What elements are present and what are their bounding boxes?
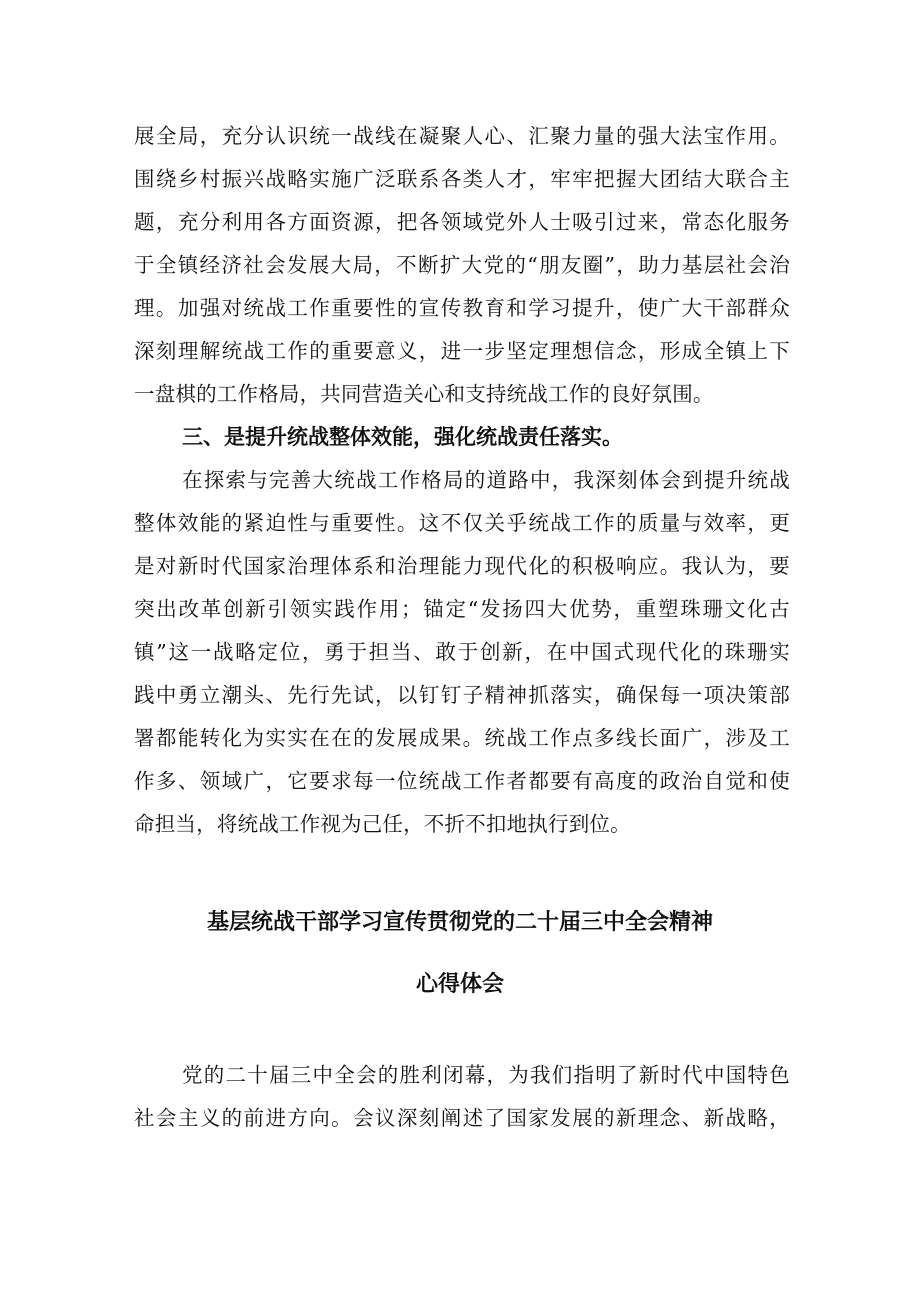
paragraph-line: 党的二十届三中全会的胜利闭幕，为我们指明了新时代中国特色 <box>182 1063 790 1087</box>
paragraph-line: 于全镇经济社会发展大局，不断扩大党的“朋友圈”，助力基层社会治 <box>134 253 790 277</box>
paragraph-line: 深刻理解统战工作的重要意义，进一步坚定理想信念，形成全镇上下 <box>134 339 790 363</box>
paragraph-line: 理。加强对统战工作重要性的宣传教育和学习提升，使广大干部群众 <box>134 296 790 320</box>
paragraph-line: 作多、领域广，它要求每一位统战工作者都要有高度的政治自觉和使 <box>134 769 790 793</box>
paragraph-line: 社会主义的前进方向。会议深刻阐述了国家发展的新理念、新战略， <box>134 1106 790 1130</box>
paragraph-line: 展全局，充分认识统一战线在凝聚人心、汇聚力量的强大法宝作用。 <box>134 124 790 148</box>
paragraph-line: 践中勇立潮头、先行先试，以钉钉子精神抓落实，确保每一项决策部 <box>134 683 790 707</box>
paragraph-line: 命担当，将统战工作视为己任，不折不扣地执行到位。 <box>134 812 631 836</box>
paragraph-line: 突出改革创新引领实践作用；锚定“发扬四大优势，重塑珠珊文化古 <box>134 597 790 621</box>
paragraph-line: 是对新时代国家治理体系和治理能力现代化的积极响应。我认为，要 <box>134 554 790 578</box>
paragraph-line: 在探索与完善大统战工作格局的道路中，我深刻体会到提升统战 <box>182 468 790 492</box>
paragraph-line: 整体效能的紧迫性与重要性。这不仅关乎统战工作的质量与效率，更 <box>134 511 790 535</box>
article-subtitle: 心得体会 <box>415 972 504 997</box>
paragraph-line: 一盘棋的工作格局，共同营造关心和支持统战工作的良好氛围。 <box>134 382 714 406</box>
paragraph-line: 署都能转化为实实在在的发展成果。统战工作点多线长面广，涉及工 <box>134 726 790 750</box>
paragraph-line: 镇”这一战略定位，勇于担当、敢于创新，在中国式现代化的珠珊实 <box>134 640 790 664</box>
article-title: 基层统战干部学习宣传贯彻党的二十届三中全会精神 <box>206 910 713 935</box>
paragraph-line: 题，充分利用各方面资源，把各领域党外人士吸引过来，常态化服务 <box>134 210 790 234</box>
section-heading: 三、是提升统战整体效能，强化统战责任落实。 <box>182 425 623 449</box>
paragraph-line: 围绕乡村振兴战略实施广泛联系各类人才，牢牢把握大团结大联合主 <box>134 167 790 191</box>
